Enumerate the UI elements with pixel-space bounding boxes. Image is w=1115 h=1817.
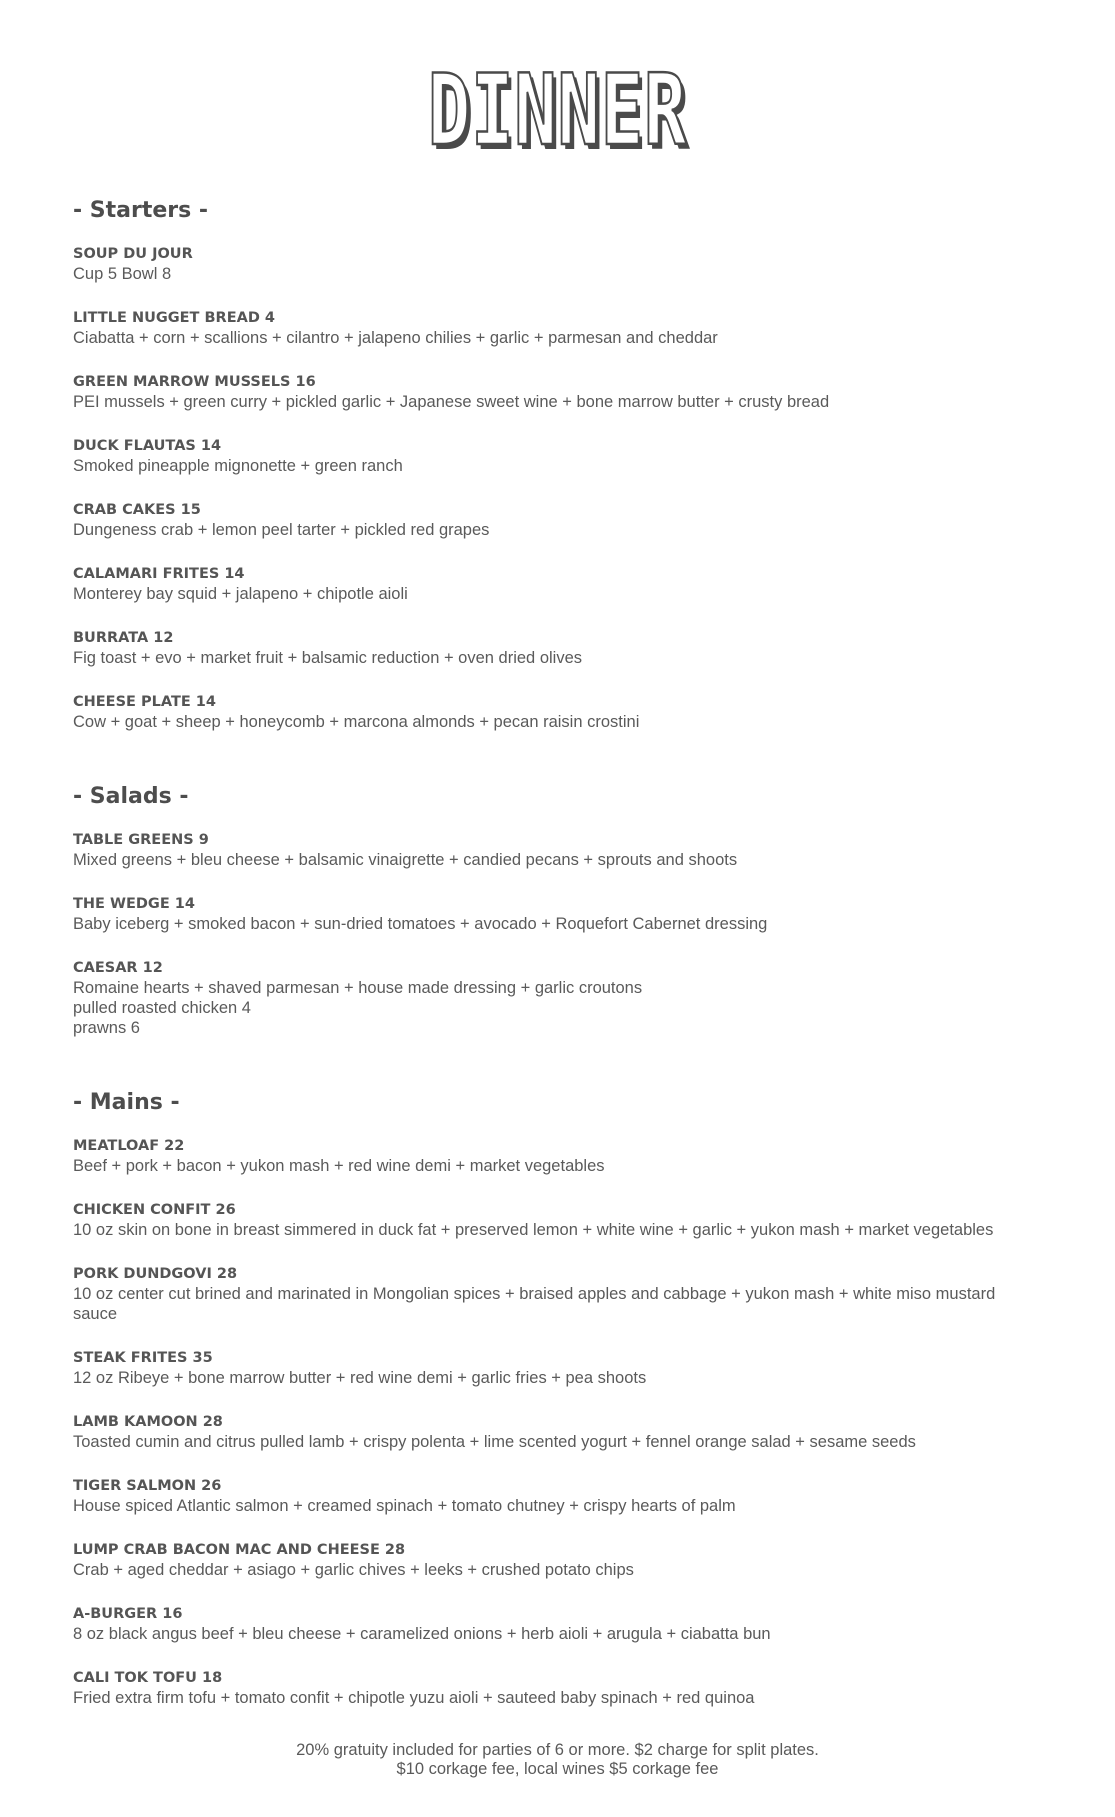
menu-footer: [0, 1741, 1115, 1779]
menu-item-name: LITTLE NUGGET BREAD 4: [73, 310, 276, 326]
menu-item: [73, 372, 1033, 412]
menu-item-description: Monterey bay squid + jalapeno + chipotle aioli: [73, 585, 408, 603]
menu-item-description: Mixed greens + bleu cheese + balsamic vinaigrette + candied pecans + sprouts and shoots: [73, 851, 738, 869]
section-title: - Salads -: [73, 784, 189, 809]
menu-item: [73, 1264, 1033, 1324]
menu-item-description: Dungeness crab + lemon peel tarter + pickled red grapes: [73, 521, 490, 539]
footer-line-corkage: $10 corkage fee, local wines $5 corkage fee: [396, 1760, 719, 1778]
menu-item-name: TABLE GREENS 9: [73, 832, 209, 848]
section-title: - Starters -: [73, 198, 209, 223]
menu-item-description: 8 oz black angus beef + bleu cheese + caramelized onions + herb aioli + arugula + ciabatta bun: [73, 1625, 771, 1643]
menu-item-name: CHICKEN CONFIT 26: [73, 1202, 236, 1218]
menu-item-name: CALI TOK TOFU 18: [73, 1670, 223, 1686]
menu-item: [73, 1476, 1033, 1516]
menu-item-description: Romaine hearts + shaved parmesan + house made dressing + garlic croutons: [73, 979, 643, 997]
menu-item-description: Ciabatta + corn + scallions + cilantro + jalapeno chilies + garlic + parmesan and cheddar: [73, 329, 718, 347]
menu-item-name: LUMP CRAB BACON MAC AND CHEESE 28: [73, 1542, 406, 1558]
menu-item-name: GREEN MARROW MUSSELS 16: [73, 374, 316, 390]
menu-item-description: Cow + goat + sheep + honeycomb + marcona almonds + pecan raisin crostini: [73, 713, 640, 731]
menu-item: [73, 1540, 1033, 1580]
menu-item: [73, 1668, 1033, 1708]
menu-item-description: Crab + aged cheddar + asiago + garlic chives + leeks + crushed potato chips: [73, 1561, 634, 1579]
menu-item: [73, 692, 1033, 732]
menu-item: [73, 1412, 1033, 1452]
menu-item: [73, 628, 1033, 668]
menu-item-name: SOUP DU JOUR: [73, 246, 193, 262]
menu-item: [73, 830, 1033, 870]
section-title: - Mains -: [73, 1090, 180, 1115]
menu-item: [73, 436, 1033, 476]
menu-item-description: 12 oz Ribeye + bone marrow butter + red wine demi + garlic fries + pea shoots: [73, 1369, 647, 1387]
menu-section: [73, 778, 1033, 1038]
menu-item-description: Fig toast + evo + market fruit + balsamic reduction + oven dried olives: [73, 649, 583, 667]
menu-item-name: LAMB KAMOON 28: [73, 1414, 223, 1430]
menu-item-description: prawns 6: [73, 1019, 140, 1037]
footer-line-gratuity: 20% gratuity included for parties of 6 or more. $2 charge for split plates.: [296, 1741, 819, 1759]
menu-item: [73, 1604, 1033, 1644]
menu-section: [73, 1084, 1033, 1708]
menu-item-name: A-BURGER 16: [73, 1606, 183, 1622]
menu-body: [73, 192, 1033, 1754]
menu-item: [73, 500, 1033, 540]
menu-item-name: CHEESE PLATE 14: [73, 694, 216, 710]
menu-item: [73, 958, 1033, 1038]
menu-item-description: Fried extra firm tofu + tomato confit + chipotle yuzu aioli + sauteed baby spinach + red quinoa: [73, 1689, 755, 1707]
menu-item-description: pulled roasted chicken 4: [73, 999, 251, 1017]
menu-item-name: CRAB CAKES 15: [73, 502, 201, 518]
menu-title: DINNER: [427, 54, 688, 168]
menu-item-name: DUCK FLAUTAS 14: [73, 438, 222, 454]
menu-item: [73, 894, 1033, 934]
menu-item: [73, 244, 1033, 284]
menu-item-description: Smoked pineapple mignonette + green ranch: [73, 457, 403, 475]
menu-item: [73, 1136, 1033, 1176]
menu-item: [73, 564, 1033, 604]
menu-section: [73, 192, 1033, 732]
menu-item-description: PEI mussels + green curry + pickled garlic + Japanese sweet wine + bone marrow butter + crusty bread: [73, 393, 830, 411]
menu-item: [73, 308, 1033, 348]
menu-item-description: Baby iceberg + smoked bacon + sun-dried tomatoes + avocado + Roquefort Cabernet dressing: [73, 915, 768, 933]
menu-item-name: PORK DUNDGOVI 28: [73, 1266, 238, 1282]
menu-item-name: CALAMARI FRITES 14: [73, 566, 245, 582]
menu-item: [73, 1348, 1033, 1388]
menu-item-description: 10 oz skin on bone in breast simmered in duck fat + preserved lemon + white wine + garlic + yukon mash + market vegetables: [73, 1221, 994, 1239]
menu-item-description: House spiced Atlantic salmon + creamed spinach + tomato chutney + crispy hearts of palm: [73, 1497, 736, 1515]
menu-item-name: THE WEDGE 14: [73, 896, 195, 912]
menu-item-name: CAESAR 12: [73, 960, 163, 976]
menu-item-description: sauce: [73, 1305, 118, 1323]
menu-item-description: Beef + pork + bacon + yukon mash + red wine demi + market vegetables: [73, 1157, 605, 1175]
menu-item-description: Toasted cumin and citrus pulled lamb + crispy polenta + lime scented yogurt + fennel orange salad + sesame seeds: [73, 1433, 916, 1451]
menu-item: [73, 1200, 1033, 1240]
menu-item-description: Cup 5 Bowl 8: [73, 265, 172, 283]
menu-item-name: TIGER SALMON 26: [73, 1478, 222, 1494]
menu-item-name: MEATLOAF 22: [73, 1138, 185, 1154]
menu-item-name: BURRATA 12: [73, 630, 174, 646]
menu-item-description: 10 oz center cut brined and marinated in Mongolian spices + braised apples and cabbage + yukon mash + white miso mustard: [73, 1285, 996, 1303]
menu-item-name: STEAK FRITES 35: [73, 1350, 213, 1366]
